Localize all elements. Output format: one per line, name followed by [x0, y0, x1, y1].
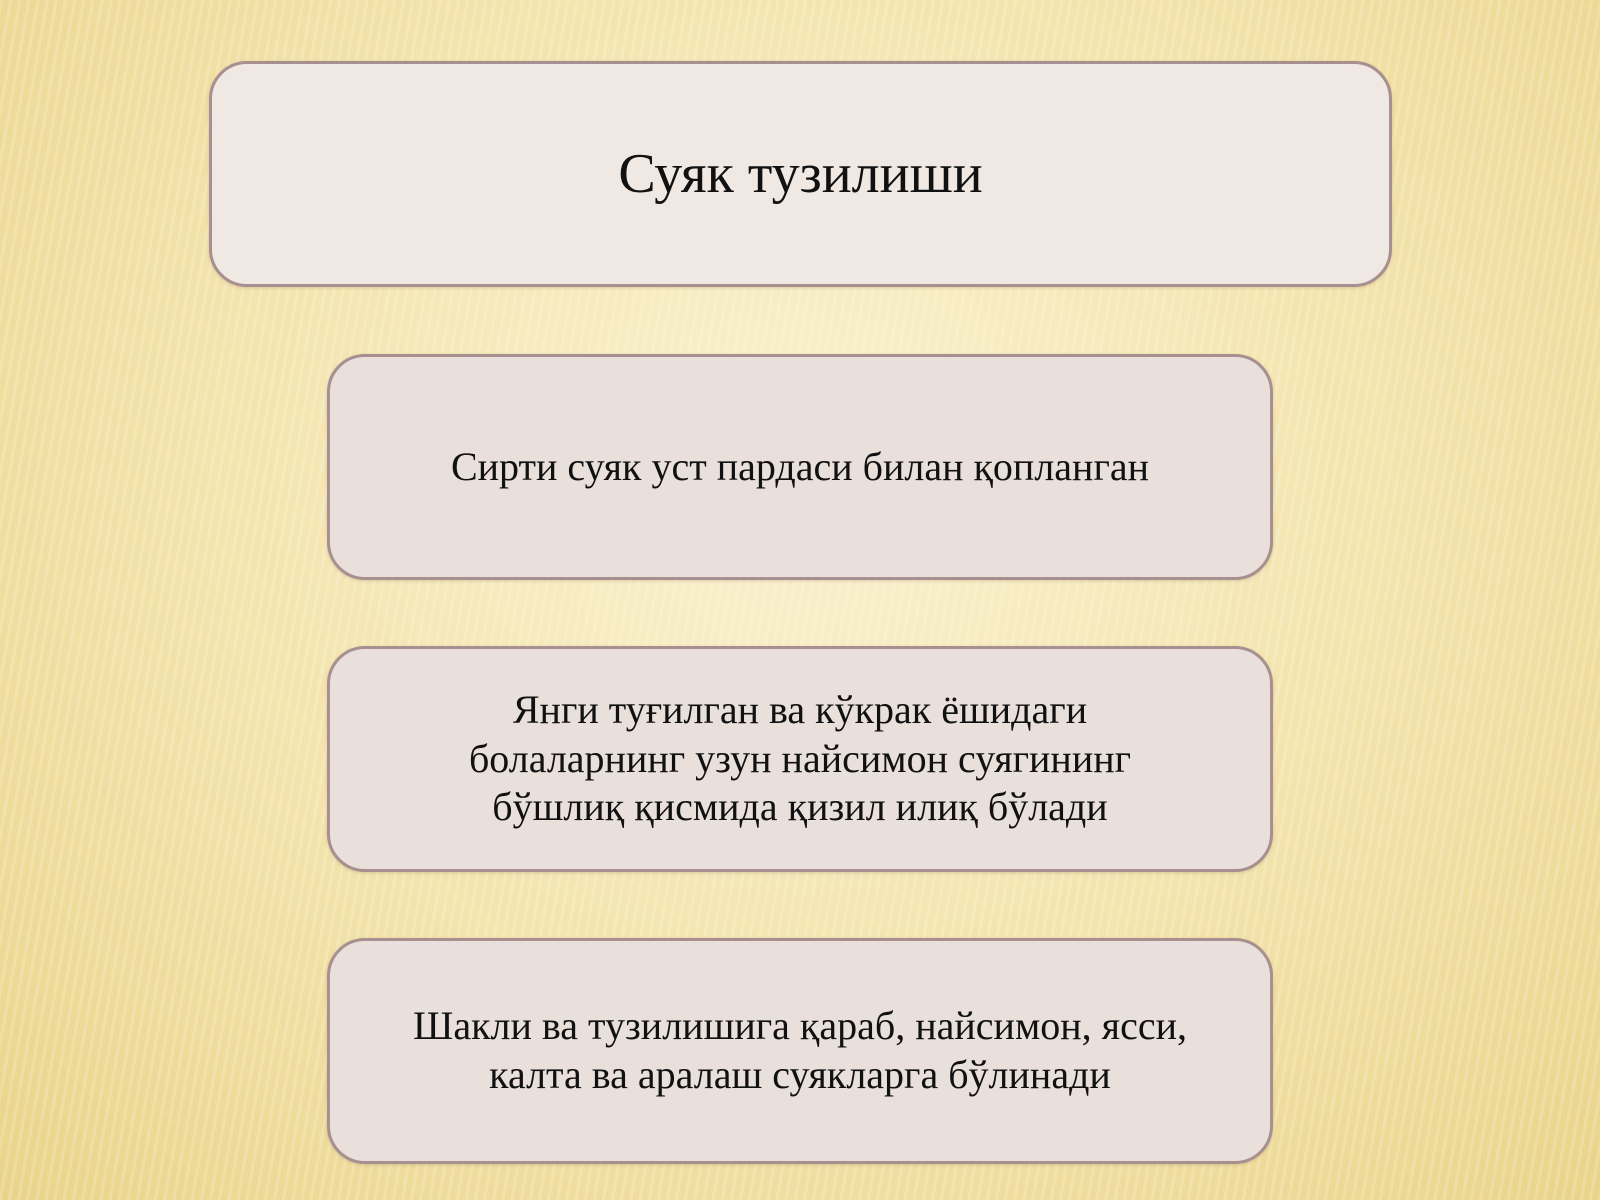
- info-box-1: [327, 354, 1273, 580]
- info-box-2: [327, 646, 1273, 872]
- info-box-3: [327, 938, 1273, 1164]
- slide-title: Суяк тузилиши: [618, 142, 983, 205]
- info-box-1-text: Сирти суяк уст пардаси билан қопланган: [450, 443, 1150, 489]
- info-box-2-text: Янги туғилган ва кўкрак ёшидаги болаларнинг узун найсимон суягининг бўшлиқ қисмида қизил илиқ бўлади: [468, 686, 1132, 830]
- info-box-3-text: Шакли ва тузилишига қараб, найсимон, ясси, калта ва аралаш суякларга бўлинади: [413, 1003, 1187, 1097]
- title-box: [209, 61, 1392, 287]
